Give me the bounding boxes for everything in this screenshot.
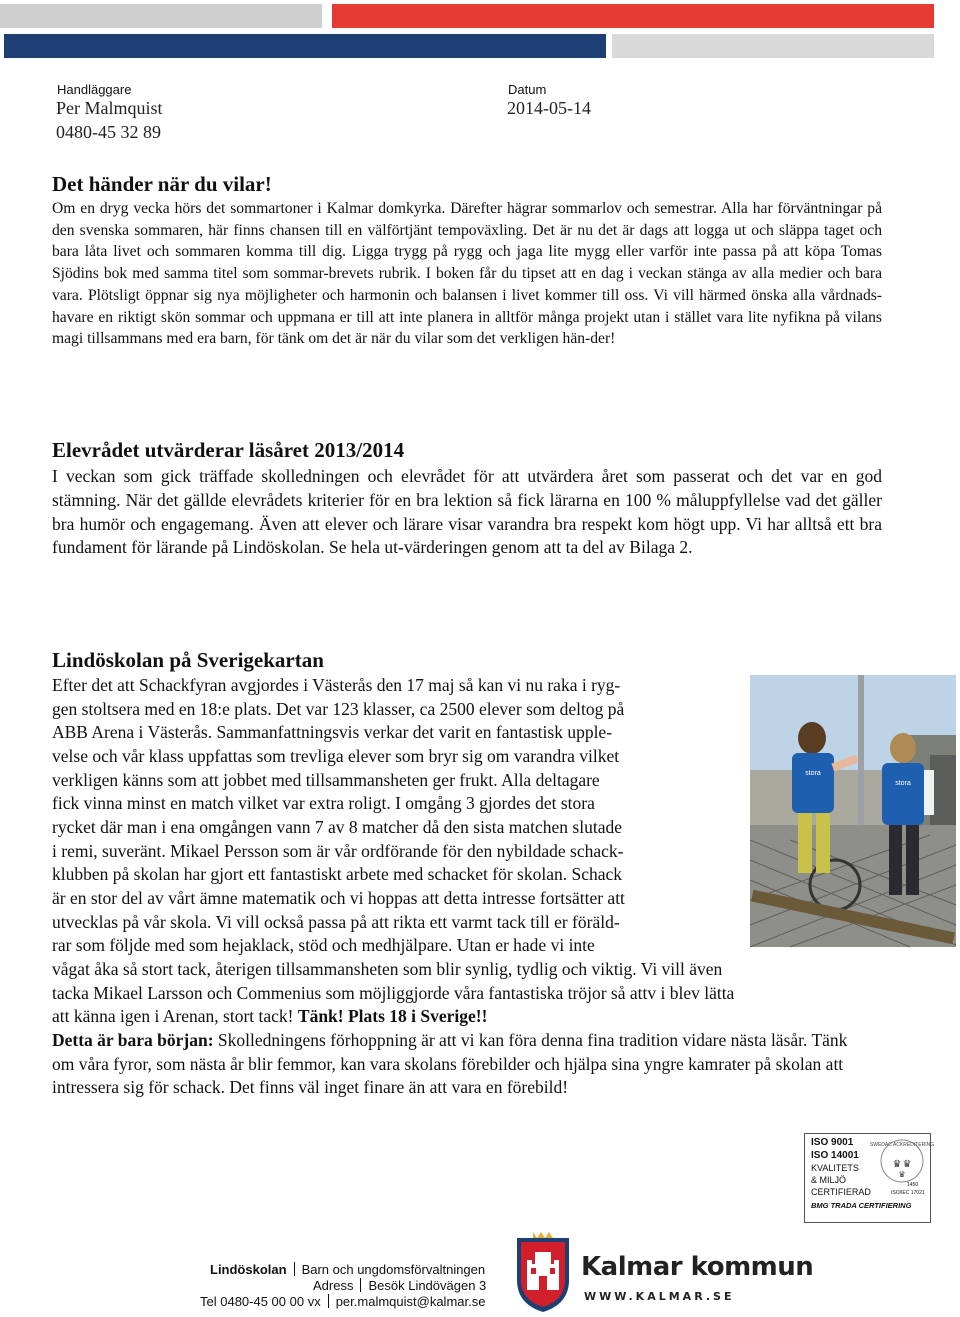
cert-miljo: & MILJÖ (811, 1175, 847, 1185)
cert-iso9001: ISO 9001 (811, 1137, 854, 1148)
text-line: vågat åka så stort tack, återigen tillsammansheten som blir synlig, tydlig och viktig. Vi vill även (52, 958, 723, 979)
svg-text:♛: ♛ (902, 1159, 912, 1170)
top-bar-lightgrey (612, 34, 934, 58)
brand-website: WWW.KALMAR.SE (584, 1290, 735, 1303)
certification-badge (804, 1133, 935, 1223)
cert-bmg-trada: BMG TRADA CERTIFIERING (811, 1201, 912, 1210)
text-line: rar som följde med som hejaklack, stöd och medhjälpare. Utan er hade vi inte (52, 935, 595, 956)
chess-kids-photo (750, 675, 956, 947)
section-vila-title: Det händer när du vilar! (52, 172, 272, 196)
section-sverigekartan-title: Lindöskolan på Sverigekartan (52, 648, 324, 672)
text-line: fick vinna minst en match vilket var extra roligt. I omgång 3 gjordes det stora (52, 793, 595, 814)
cert-number: 1450 (907, 1182, 919, 1188)
svg-text:♛: ♛ (898, 1170, 906, 1179)
shirt-text-2: stora (895, 780, 911, 787)
kalmar-coat-of-arms-icon (515, 1230, 571, 1314)
swedac-ring-text: SWEDAC ACKREDITERING (869, 1142, 935, 1148)
footer-line-1 (210, 1262, 485, 1277)
footer-line-2 (313, 1278, 486, 1293)
text-line: Efter det att Schackfyran avgjordes i Västerås den 17 maj så kan vi nu raka i ryg- (52, 675, 621, 695)
text-line (52, 1005, 932, 1029)
text-line: ABB Arena i Västerås. Sammanfattningsvis verkar det varit en fantastisk upple- (52, 722, 613, 743)
text-line: velse och vår klass uppfattas som trevliga elever som bryr sig om varandra vilket (52, 745, 620, 766)
swedac-seal-icon (869, 1136, 935, 1191)
text-line: tacka Mikael Larsson och Commenius som möjliggjorde våra fantastiska tröjor så attv i blev lätta (52, 982, 735, 1003)
closing-lead: Detta är bara början: (52, 1029, 214, 1050)
plats-18-highlight: Tänk! Plats 18 i Sverige!! (297, 1006, 488, 1027)
top-bar-blue (4, 34, 606, 58)
text-line: är en stor del av vårt ämne matematik och vi hoppas att detta intresse fortsätter att (52, 887, 625, 908)
handlaggare-label: Handläggare (57, 82, 132, 97)
section-vila (52, 172, 882, 350)
closing-paragraph (52, 1029, 872, 1100)
top-bar-grey (0, 4, 322, 28)
cert-standard: ISO/IEC 17021 (891, 1190, 925, 1196)
text-line: verkligen känns som att jobbet med tillsammansheten ger frukt. Alla deltagare (52, 769, 600, 790)
top-bar-red (332, 4, 934, 28)
section-elevradet (52, 438, 882, 560)
footer-dept: Barn och ungdomsförvaltningen (301, 1262, 486, 1277)
brand-name: Kalmar kommun (581, 1252, 814, 1282)
chess-kids-illustration (750, 675, 956, 947)
section-elevradet-body: I veckan som gick träffade skolledningen och elevrådet för att utvärdera året som passerat och det var en god stämning. När det gällde elevrådets kriterier för en bra lektion så fick lärarna en 100 % måluppfyllelse vad det gäller bra humör och engagemang. Även att elever och lärare visar varandra bra respekt kom högt upp. Vi har alltså ett bra fundament för lärande på Lindöskolan. Se hela ut-värderingen genom att ta del av Bilaga 2. (52, 466, 882, 558)
datum-label: Datum (508, 82, 547, 97)
closing-text: Skolledningens förhoppning är att vi kan föra denna fina tradition vidare nästa läsår. Tänk om våra fyror, som nästa år blir femmor, kan vara skolans förebilder och hjälpa sina yngre kamrater på skolan att intressera sig för schack. Det finns väl inget finare än att vara en förebild! (52, 1029, 848, 1098)
cert-kvalitets: KVALITETS (811, 1163, 859, 1173)
text-line: utvecklas på vår skola. Vi vill också passa på att rikta ett varmt tack till er föräld- (52, 911, 620, 932)
footer-line-3 (200, 1294, 485, 1309)
footer-separator (328, 1294, 329, 1308)
footer-separator (294, 1262, 295, 1276)
text-line: klubben på skolan har gjort ett fantastiskt arbete med schacket för skolan. Schack (52, 864, 623, 885)
cert-iso14001: ISO 14001 (811, 1150, 859, 1161)
cert-certifierad: CERTIFIERAD (811, 1187, 871, 1197)
text-line: rycket där man i ena omgången vann 7 av 8 matcher då den sista matchen slutade (52, 816, 622, 837)
footer-school: Lindöskolan (210, 1262, 287, 1277)
handlaggare-name: Per Malmquist (56, 98, 163, 118)
shirt-text-1: stora (805, 770, 821, 777)
footer-visit: Besök Lindövägen 3 (368, 1278, 487, 1293)
text-line: i remi, suveränt. Mikael Persson som är vår ordförande för den nybildade schack- (52, 840, 624, 861)
section-vila-body: Om en dryg vecka hörs det sommartoner i Kalmar domkyrka. Därefter hägrar sommarlov och semestrar. Alla har förväntningar på den svenska sommaren, här finns chansen till en välförtjänt tempoväxling. Det är nu det är dags att logga ut och släppa taget och bara låta livet och sommaren komma till dig. Ligga trygg på rygg och jaga lite mygg eller varför inte passa på att köpa Tomas Sjödins bok med samma titel som sommar-brevets rubrik. I boken får du tipset att en dag i veckan stänga av alla medier och bara vara. Plötsligt öppnar sig nya möjligheter och harmonin och balansen i livet kommer till oss. Vi vill härmed önska alla vårdnads-havare en riktigt skön sommar och uppmana er till att inte planera in alltför många projekt utan i stället vara lite nyfikna på vilans magi tillsammans med era barn, för tänk om det är när du vilar som det verkligen hän-der! (52, 200, 882, 348)
handlaggare-phone: 0480-45 32 89 (56, 122, 161, 142)
footer-email: per.malmquist@kalmar.se (335, 1294, 486, 1309)
datum-value: 2014-05-14 (507, 98, 591, 118)
section-elevradet-title: Elevrådet utvärderar läsåret 2013/2014 (52, 438, 405, 462)
footer-phone: Tel 0480-45 00 00 vx (200, 1294, 321, 1309)
footer-separator (360, 1278, 361, 1292)
svg-text:♛: ♛ (892, 1159, 902, 1170)
text-line: gen stoltsera med en 18:e plats. Det var 123 klasser, ca 2500 elever som deltog på (52, 698, 625, 719)
thanks-text: att känna igen i Arenan, stort tack! (52, 1006, 294, 1027)
footer-address-label: Adress (313, 1278, 354, 1293)
